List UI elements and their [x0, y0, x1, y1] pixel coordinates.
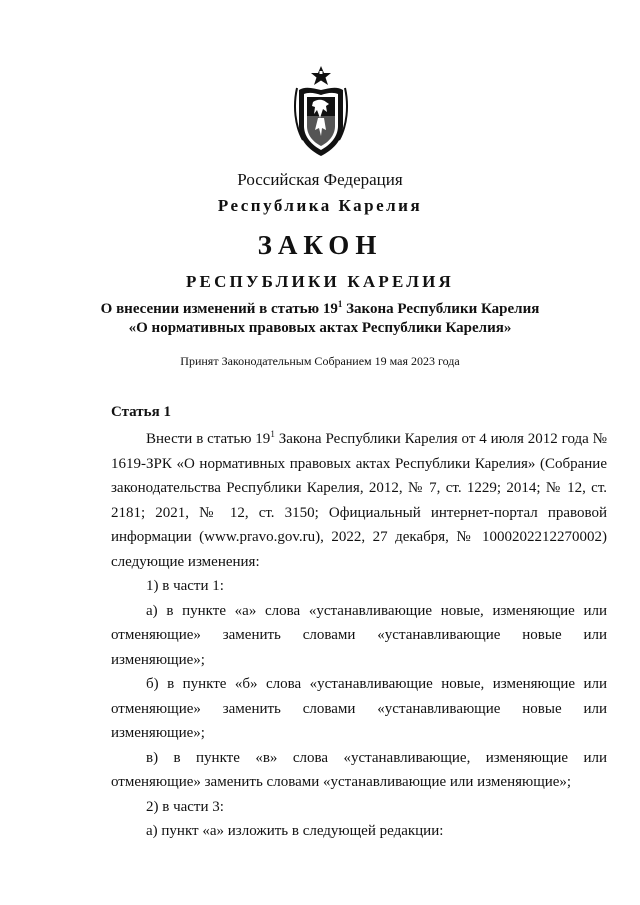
list-item: а) в пункте «а» слова «устанавливающие новые, изменяющие или отменяющие» заменить словами «устанавливающие новые или изменяющие»; [111, 602, 607, 668]
list-item: 2) в части 3: [146, 798, 224, 815]
list-item: а) пункт «а» изложить в следующей редакции: [146, 823, 444, 839]
law-subject: РЕСПУБЛИКИ КАРЕЛИЯ [185, 272, 455, 291]
adoption-note: Принят Законодательным Собранием 19 мая 2023 года [180, 354, 460, 368]
superscript: 1 [270, 429, 275, 439]
law-title-line-1: О внесении изменений в статью $19^1$ Закона Республики Карелия [100, 299, 540, 317]
law-label: ЗАКОН [257, 230, 383, 260]
list-item: 1) в части 1: [146, 578, 224, 594]
law-title-line-2: «О нормативных правовых актах Республики Карелия» [128, 320, 512, 336]
star-icon [311, 66, 331, 85]
article-intro: Внести в статью $19^1$ Закона Республики Карелия от 4 июля 2012 года № 1619-ЗРК «О нормативных правовых актах Республики Карелия» (Собрание законодательства Республики Карелия, 2012, № 7, ст. 1229; 2014; № 12, ст. 2181; 2021, № 12, ст. 3150; Официальный интернет-портал правовой информации (www.pravo.gov.ru), 2022, 27 декабря, № 1000202212270002) следующие изменения: [111, 429, 607, 570]
coat-of-arms-emblem [293, 66, 349, 158]
article-body [111, 427, 607, 844]
republic-name: Республика Карелия [217, 196, 423, 215]
superscript: 1 [337, 299, 343, 309]
country-name: Российская Федерация [237, 170, 403, 189]
list-item: б) в пункте «б» слова «устанавливающие новые, изменяющие или отменяющие» заменить словами «устанавливающие новые или изменяющие»; [111, 676, 607, 741]
list-item: в) в пункте «в» слова «устанавливающие, изменяющие или отменяющие» заменить словами «устанавливающие или изменяющие»; [111, 749, 607, 790]
article-heading: Статья 1 [111, 404, 171, 420]
